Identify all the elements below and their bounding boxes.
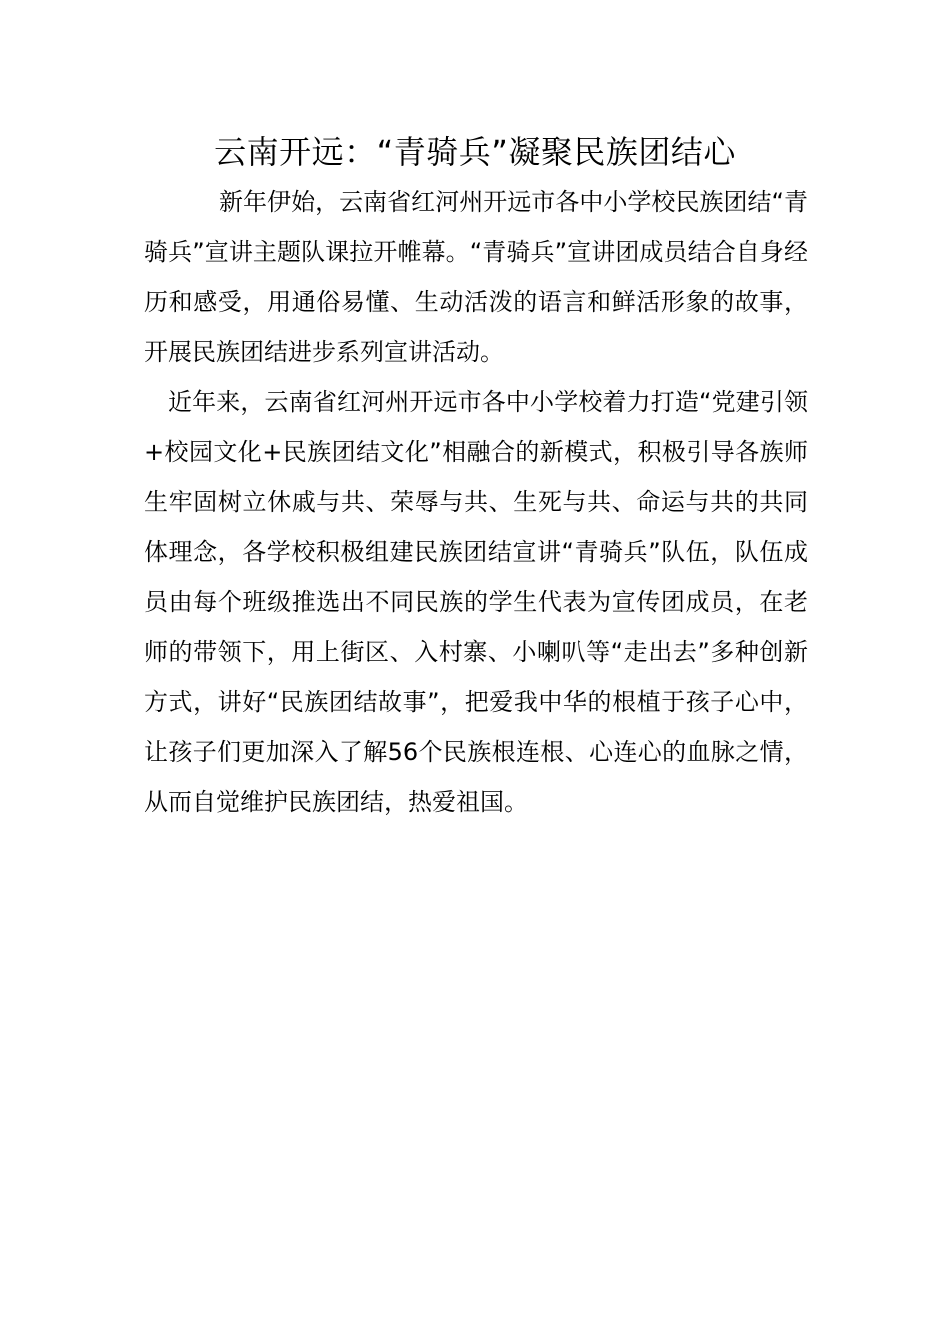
document-title: 云南开远：“青骑兵”凝聚民族团结心	[214, 133, 736, 171]
paragraph-1: 新年伊始，云南省红河州开远市各中小学校民族团结“青骑兵”宣讲主题队课拉开帷幕。“青骑兵”宣讲团成员结合自身经历和感受，用通俗易懂、生动活泼的语言和鲜活形象的故事，开展民族团结进步系列宣讲活动。	[144, 188, 808, 366]
paragraph-2: 近年来，云南省红河州开远市各中小学校着力打造“党建引领+校园文化+民族团结文化”相融合的新模式，积极引导各族师生牢固树立休戚与共、荣辱与共、生死与共、命运与共的共同体理念，各学校积极组建民族团结宣讲“青骑兵”队伍，队伍成员由每个班级推选出不同民族的学生代表为宣传团成员，在老师的带领下，用上街区、入村寨、小喇叭等“走出去”多种创新方式，讲好“民族团结故事”，把爱我中华的根植于孩子心中，让孩子们更加深入了解56个民族根连根、心连心的血脉之情，从而自觉维护民族团结，热爱祖国。	[144, 388, 808, 816]
document-body	[144, 177, 808, 827]
